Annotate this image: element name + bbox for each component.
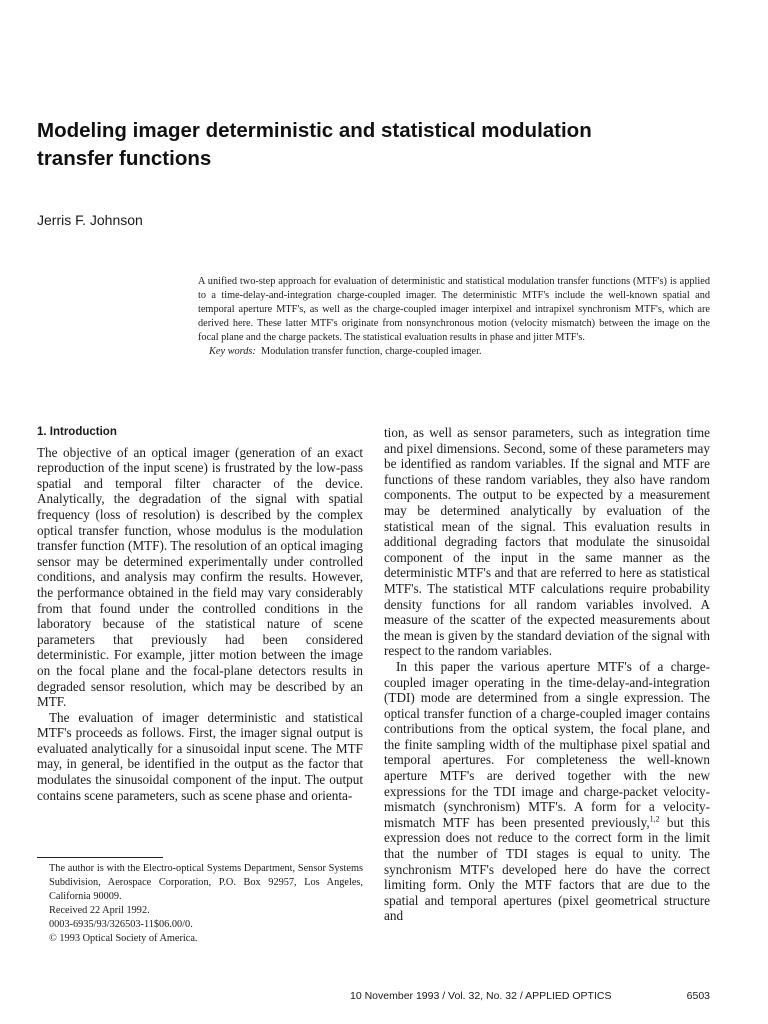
footnote-copyright: © 1993 Optical Society of America.: [49, 933, 198, 944]
intro-paragraph-4: [384, 659, 710, 924]
keywords-line: [198, 345, 710, 359]
footnote-code: 0003-6935/93/326503-11$06.00/0.: [49, 919, 193, 930]
page-number: 6503: [686, 990, 710, 1002]
journal-citation: 10 November 1993 / Vol. 32, No. 32 / APPLIED OPTICS: [350, 990, 612, 1002]
keywords-text: Modulation transfer function, charge-coupled imager.: [260, 346, 482, 357]
abstract: [198, 275, 710, 359]
page-footer: [350, 990, 710, 1002]
intro-paragraph-1: The objective of an optical imager (generation of an exact reproduction of the input scene) is frustrated by the low-pass spatial and temporal filter character of the device. Analytically, the degradation of the signal with spatial frequency (loss of resolution) is described by the complex optical transfer function, whose modulus is the modulation transfer function (MTF). The resolution of an optical imaging sensor may be determined experimentally under controlled conditions, and analysis may confirm the results. However, the performance obtained in the field may vary considerably from that found under the controlled conditions in the laboratory because of the statistical nature of scene parameters that previously had been considered deterministic. For example, jitter motion between the image on the focal plane and the focal-plane detectors results in degraded sensor resolution, which may be described by an MTF.: [37, 444, 363, 710]
section-heading: 1. Introduction: [37, 426, 117, 438]
intro-paragraph-4-part-a: In this paper the various aperture MTF's of a charge-coupled imager operating in the time-delay-and-integration (TDI) mode are determined from a single expression. The optical transfer function of a charge-coupled imager contains contributions from the optical system, the focal plane, and the finite sampling width of the multiphase pixel spatial and temporal apertures. For completeness the well-known aperture MTF's are derived together with the new expressions for the TDI image and charge-packet velocity-mismatch (synchronism) MTF's. A form for a velocity-mismatch MTF has been presented previously,: [384, 658, 710, 830]
keywords-label: Key words:: [209, 346, 256, 357]
footnote-rule: [37, 857, 163, 858]
intro-paragraph-2: The evaluation of imager deterministic and statistical MTF's proceeds as follows. First, the imager signal output is evaluated analytically for a sinusoidal input scene. The MTF may, in general, be identified in the output as the factor that modulates the sinusoidal component of the input. The output contains scene parameters, such as scene phase and orienta-: [37, 709, 363, 803]
abstract-text: A unified two-step approach for evaluation of deterministic and statistical modulation transfer functions (MTF's) is applied to a time-delay-and-integration charge-coupled imager. The deterministic MTF's include the well-known spatial and temporal aperture MTF's, as well as the charge-coupled imager interpixel and intrapixel synchronism MTF's, which are derived here. These latter MTF's originate from nonsynchronous motion (velocity mismatch) between the image on the focal plane and the charge packets. The statistical evaluation results in phase and jitter MTF's.: [198, 276, 710, 343]
citation-superscript: 1,2: [649, 814, 660, 824]
intro-paragraph-3: tion, as well as sensor parameters, such as integration time and pixel dimensions. Second, some of these parameters may be identified as random variables. If the signal and MTF are functions of these random variables, they also have random components. The output to be expected by a measurement may be determined analytically by evaluation of the statistical mean of the signal. This evaluation results in additional degrading factors that modulate the sinusoidal component of the input in the same manner as the deterministic MTF's and that are referred to here as statistical MTF's. The statistical MTF calculations require probability density functions for all random variables involved. A measure of the scatter of the expected measurements about the mean is given by the standard deviation of the signal with respect to the random variables.: [384, 425, 710, 659]
footnote-affiliation: The author is with the Electro-optical Systems Department, Sensor Systems Subdivision, Aerospace Corporation, P.O. Box 92957, Los Angeles, California 90009.: [49, 863, 363, 902]
article-title: Modeling imager deterministic and statistical modulation transfer functions: [37, 119, 592, 170]
intro-paragraph-4-part-b: but this expression does not reduce to the correct form in the limit that the number of TDI stages is equal to unity. The synchronism MTF's developed here do have the correct limiting form. Only the MTF factors that are due to the spatial and temporal apertures (pixel geometrical structure and: [384, 814, 710, 924]
footnote: [37, 862, 363, 946]
author-name: Jerris F. Johnson: [37, 212, 143, 228]
left-column: [37, 425, 363, 803]
right-column: [384, 425, 710, 924]
footnote-received: Received 22 April 1992.: [49, 905, 150, 916]
